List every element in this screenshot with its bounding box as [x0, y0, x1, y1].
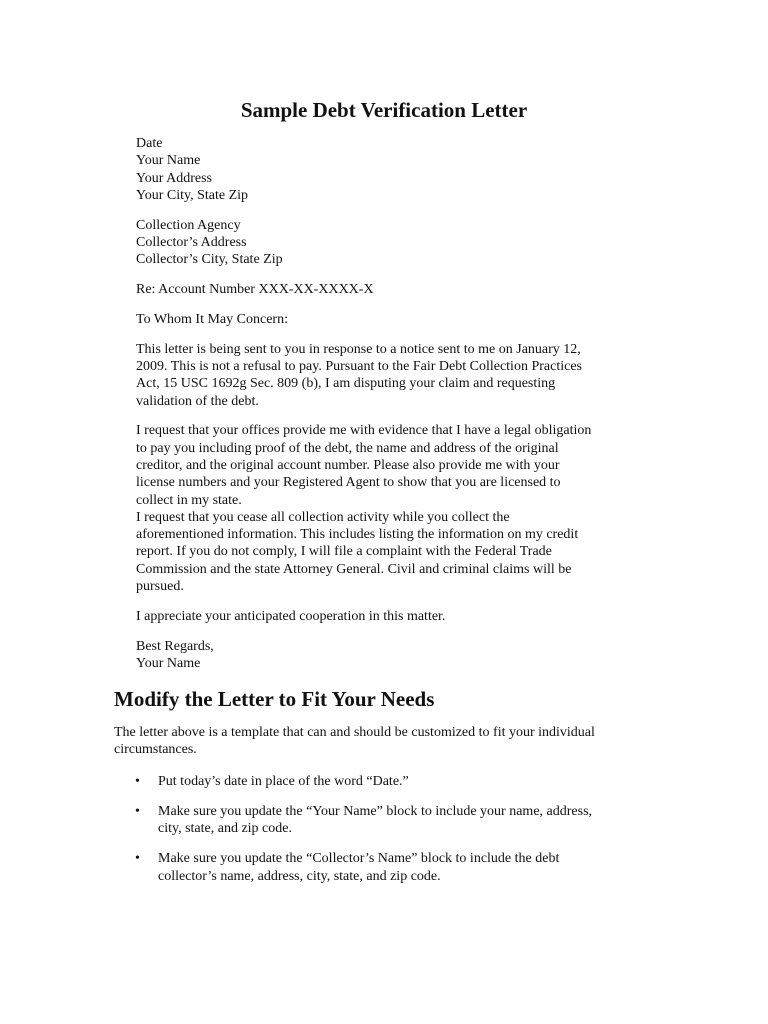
sender-name: Your Name	[136, 153, 201, 169]
paragraph-line: license numbers and your Registered Agent to show that you are licensed to	[136, 475, 561, 491]
paragraph-line: to pay you including proof of the debt, the name and address of the original	[136, 440, 559, 456]
letter-body	[136, 135, 636, 672]
paragraph-line: 2009. This is not a refusal to pay. Pursuant to the Fair Debt Collection Practices	[136, 358, 582, 374]
paragraph-line: Commission and the state Attorney General. Civil and criminal claims will be	[136, 561, 572, 577]
bullet-item	[114, 773, 654, 790]
guide-bullet-list	[114, 773, 654, 885]
salutation: To Whom It May Concern:	[136, 311, 288, 327]
bullet-item	[114, 850, 654, 885]
guide-heading: Modify the Letter to Fit Your Needs	[114, 687, 435, 711]
guide-intro	[114, 724, 654, 759]
bullet-text: Put today’s date in place of the word “Date.”	[158, 773, 409, 789]
paragraph-dispute	[136, 341, 636, 410]
bullet-text: Make sure you update the “Collector’s Name” block to include the debt	[158, 851, 560, 867]
bullet-item	[114, 803, 654, 838]
sender-city: Your City, State Zip	[136, 187, 249, 203]
sender-address: Your Address	[136, 170, 212, 186]
sender-date: Date	[136, 136, 163, 151]
paragraph-line: pursued.	[136, 579, 184, 595]
recipient-block	[136, 217, 636, 269]
paragraph-line: This letter is being sent to you in response to a notice sent to me on January 12,	[136, 341, 581, 357]
paragraph-request	[136, 422, 636, 595]
paragraph-appreciation: I appreciate your anticipated cooperation in this matter.	[136, 608, 446, 624]
intro-line: The letter above is a template that can and should be customized to fit your individual	[114, 725, 595, 740]
recipient-agency: Collection Agency	[136, 217, 241, 233]
paragraph-line: I request that your offices provide me with evidence that I have a legal obligation	[136, 423, 592, 439]
recipient-city: Collector’s City, State Zip	[136, 252, 283, 268]
intro-line: circumstances.	[114, 742, 197, 758]
paragraph-line: I request that you cease all collection activity while you collect the	[136, 509, 510, 525]
guide-section	[114, 686, 654, 898]
closing-block	[136, 638, 636, 673]
bullet-glyph: •	[135, 851, 140, 867]
paragraph-line: creditor, and the original account number. Please also provide me with your	[136, 457, 560, 473]
letter-title: Sample Debt Verification Letter	[240, 98, 528, 122]
paragraph-line: report. If you do not comply, I will file a complaint with the Federal Trade	[136, 544, 552, 560]
paragraph-line: Act, 15 USC 1692g Sec. 809 (b), I am disputing your claim and requesting	[136, 376, 556, 392]
paragraph-line: aforementioned information. This includes listing the information on my credit	[136, 527, 579, 543]
re-line: Re: Account Number XXX-XX-XXXX-X	[136, 282, 374, 298]
bullet-glyph: •	[135, 773, 140, 789]
bullet-glyph: •	[135, 803, 140, 819]
recipient-address: Collector’s Address	[136, 234, 247, 250]
sender-block	[136, 135, 636, 204]
paragraph-line: collect in my state.	[136, 492, 242, 508]
bullet-text: Make sure you update the “Your Name” block to include your name, address,	[158, 803, 593, 819]
signature: Your Name	[136, 655, 201, 671]
paragraph-line: validation of the debt.	[136, 393, 259, 409]
bullet-text: city, state, and zip code.	[158, 821, 292, 837]
bullet-text: collector’s name, address, city, state, and zip code.	[158, 868, 441, 884]
closing: Best Regards,	[136, 638, 214, 654]
